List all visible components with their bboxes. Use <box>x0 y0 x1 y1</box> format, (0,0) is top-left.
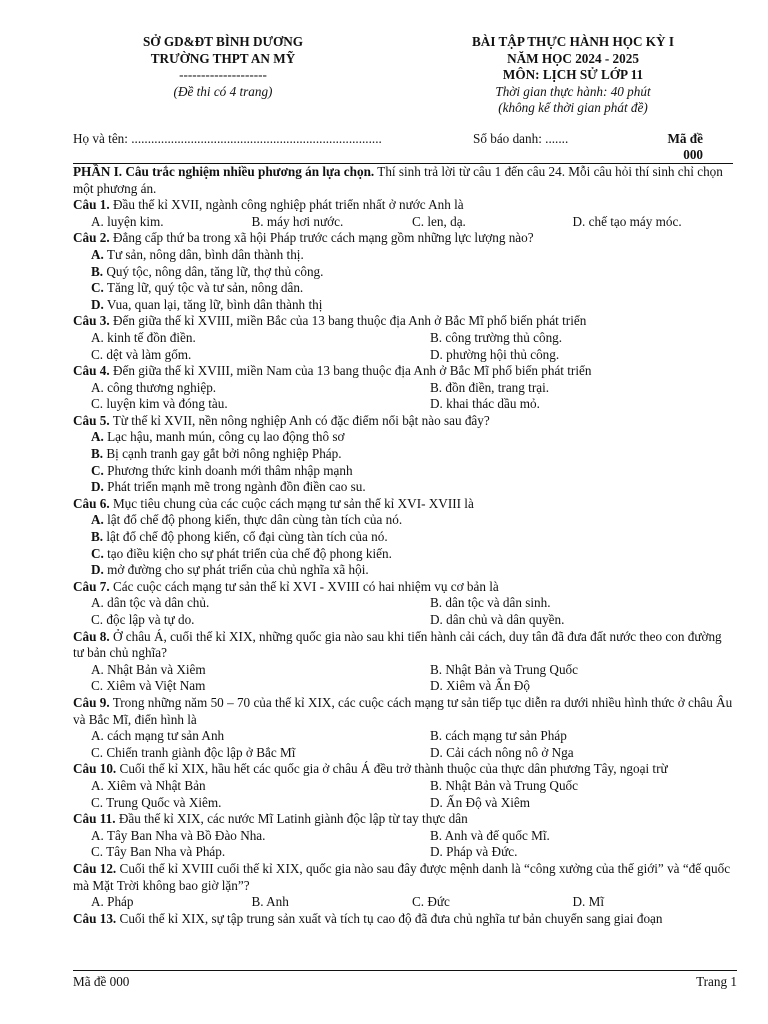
option-text: lật đổ chế độ phong kiến, thực dân cùng tàn tích của nó. <box>103 512 403 528</box>
options-row <box>73 330 733 347</box>
question-text: Cuối thế kỉ XIX, sự tập trung sản xuất và tích tụ cao độ đã đưa chủ nghĩa tư bản chuyển sang giai đoạn <box>116 910 663 926</box>
question-stem <box>73 230 733 247</box>
option-letter: C. <box>91 844 104 860</box>
answer-option[interactable] <box>430 678 530 695</box>
option-letter: C. <box>91 794 104 810</box>
answer-option[interactable] <box>430 828 550 845</box>
option-text: mở đường cho sự phát triển của chủ nghĩa xã hội. <box>103 562 369 578</box>
answer-option[interactable] <box>91 778 430 795</box>
question-stem <box>73 811 733 828</box>
answer-option[interactable] <box>91 347 430 364</box>
option-letter: D. <box>91 562 104 578</box>
option-text: đồn điền, trang trại. <box>442 379 550 395</box>
option-text: luyện kim và đóng tàu. <box>103 396 228 412</box>
option-letter: A. <box>91 246 104 262</box>
option-letter: D. <box>430 744 443 760</box>
answer-option[interactable] <box>91 745 430 762</box>
option-text: dệt và làm gốm. <box>103 346 192 362</box>
question-number: Câu 9. <box>73 694 110 710</box>
header-exam-block <box>408 34 738 117</box>
answer-option[interactable] <box>91 894 252 911</box>
option-text: Đức <box>424 894 450 910</box>
question-text: Đến giữa thế kỉ XVIII, miền Bắc của 13 bang thuộc địa Anh ở Bắc Mĩ phố biến phát triển <box>109 313 587 329</box>
exam-page <box>73 34 733 927</box>
question-item <box>73 363 733 413</box>
option-text: Pháp <box>103 894 134 910</box>
option-letter: A. <box>91 894 104 910</box>
school-name: TRƯỜNG THPT AN MỸ <box>150 50 296 66</box>
answer-option[interactable] <box>252 214 413 231</box>
option-text: Quý tộc, nông dân, tăng lữ, thợ thủ công. <box>103 263 324 279</box>
question-stem <box>73 695 733 728</box>
option-text: độc lập và tự do. <box>103 612 195 627</box>
question-number: Câu 10. <box>73 761 117 777</box>
answer-option[interactable] <box>73 512 733 529</box>
answer-option[interactable] <box>73 429 733 446</box>
question-item <box>73 761 733 811</box>
answer-option[interactable] <box>91 678 430 695</box>
option-text: Anh và đế quốc Mĩ. <box>442 827 550 843</box>
answer-option[interactable] <box>91 396 430 413</box>
question-stem <box>73 579 733 596</box>
option-text: Trung Quốc và Xiêm. <box>103 794 222 810</box>
option-text: công thương nghiệp. <box>103 379 217 395</box>
option-text: Pháp và Đức. <box>442 844 518 860</box>
part-instructions: Thí sinh trả lời từ câu 1 đến câu 24. Mỗi câu hỏi thí sinh chỉ chọn một phương án. <box>73 163 723 196</box>
question-number: Câu 5. <box>73 412 110 428</box>
answer-option[interactable] <box>91 844 430 861</box>
answer-option[interactable] <box>73 562 733 579</box>
option-text: Phương thức kinh doanh mới thâm nhập mạnh <box>103 462 353 478</box>
option-letter: D. <box>430 844 443 860</box>
option-letter: D. <box>572 894 586 910</box>
options-row <box>73 778 733 795</box>
question-stem <box>73 911 733 928</box>
option-letter: B. <box>430 595 443 611</box>
option-text: Anh <box>263 894 289 910</box>
answer-option[interactable] <box>430 778 578 795</box>
options-row <box>73 844 733 861</box>
option-letter: A. <box>91 777 104 793</box>
option-text: dân chủ và dân quyền. <box>442 612 565 627</box>
option-letter: C. <box>91 545 104 561</box>
option-text: dân tộc và dân chủ. <box>103 595 210 611</box>
options-row <box>73 678 733 695</box>
option-text: máy hơi nước. <box>263 213 344 229</box>
answer-option[interactable] <box>73 529 733 546</box>
option-text: Phát triển mạnh mẽ trong ngành đồn điền cao su. <box>103 479 366 495</box>
question-text: Ở châu Á, cuối thế kỉ XIX, những quốc gia nào sau khi tiến hành cải cách, duy tân đã đưa đất nước theo con đường tư bản chủ nghĩa? <box>73 628 722 661</box>
answer-option[interactable] <box>430 330 562 347</box>
answer-option[interactable] <box>91 828 430 845</box>
option-text: kinh tế đồn điền. <box>103 329 196 345</box>
option-text: phường hội thủ công. <box>442 346 560 362</box>
answer-option[interactable] <box>73 463 733 480</box>
question-number: Câu 13. <box>73 910 117 926</box>
option-letter: C. <box>91 462 104 478</box>
option-letter: B. <box>430 329 443 345</box>
option-letter: D. <box>91 479 104 495</box>
option-letter: B. <box>251 894 264 910</box>
student-info-line <box>73 131 733 164</box>
part-title: PHẦN I. Câu trắc nghiệm nhiều phương án lựa chọn. <box>73 163 375 179</box>
option-text: Xiêm và Ấn Độ <box>442 678 530 694</box>
question-number: Câu 7. <box>73 578 110 594</box>
option-text: chế tạo máy móc. <box>585 213 682 229</box>
question-text: Các cuộc cách mạng tư sản thế kỉ XVI - XVIII có hai nhiệm vụ cơ bản là <box>109 578 499 594</box>
question-text: Đẳng cấp thứ ba trong xã hội Pháp trước cách mạng gồm những lực lượng nào? <box>109 230 534 246</box>
duration-note: (không kể thời gian phát đề) <box>498 100 648 116</box>
options-row <box>73 662 733 679</box>
school-year: NĂM HỌC 2024 - 2025 <box>507 50 639 66</box>
option-text: Mĩ <box>585 894 605 910</box>
question-list <box>73 197 733 927</box>
answer-option[interactable] <box>73 297 733 314</box>
question-number: Câu 4. <box>73 363 110 379</box>
option-letter: A. <box>91 429 104 445</box>
answer-option[interactable] <box>91 214 252 231</box>
question-text: Đầu thế kỉ XIX, các nước Mĩ Latinh giành độc lập từ tay thực dân <box>115 811 468 827</box>
question-text: Từ thế kỉ XVII, nền nông nghiệp Anh có đặc điểm nổi bật nào sau đây? <box>109 412 490 428</box>
duration: Thời gian thực hành: 40 phút <box>495 83 651 99</box>
question-text: Cuối thế kỉ XIX, hầu hết các quốc gia ở châu Á đều trở thành thuộc của thực dân phương Tây, ngoại trừ <box>116 761 668 777</box>
option-letter: C. <box>91 678 104 694</box>
option-letter: B. <box>430 827 443 843</box>
answer-option[interactable] <box>73 264 733 281</box>
options-row <box>73 795 733 812</box>
option-text: tạo điều kiện cho sự phát triển của chế độ phong kiến. <box>103 545 392 561</box>
option-text: len, dạ. <box>424 213 466 229</box>
question-item <box>73 629 733 695</box>
question-item <box>73 861 733 911</box>
option-text: khai thác dầu mỏ. <box>442 396 540 412</box>
answer-option[interactable] <box>430 844 517 861</box>
option-text: dân tộc và dân sinh. <box>442 595 551 611</box>
option-letter: D. <box>430 612 443 627</box>
question-item <box>73 197 733 230</box>
option-letter: C. <box>91 744 104 760</box>
option-letter: B. <box>430 661 443 677</box>
option-letter: C. <box>91 612 104 627</box>
answer-option[interactable] <box>73 280 733 297</box>
options-row <box>73 894 733 911</box>
option-text: Chiến tranh giành độc lập ở Bắc Mĩ <box>103 744 296 760</box>
option-text: cách mạng tư sản Anh <box>103 728 225 744</box>
option-text: lật đổ chế độ phong kiến, cổ đại cùng tàn tích của nó. <box>103 529 388 545</box>
student-id-field[interactable]: Số báo danh: ....... <box>473 130 569 146</box>
answer-option[interactable] <box>91 380 430 397</box>
subject: MÔN: LỊCH SỬ LỚP 11 <box>502 67 644 83</box>
option-letter: B. <box>430 379 443 395</box>
option-letter: A. <box>91 595 104 611</box>
option-letter: A. <box>91 827 104 843</box>
question-stem <box>73 313 733 330</box>
option-letter: C. <box>91 280 104 296</box>
page-footer <box>73 970 737 991</box>
option-letter: B. <box>430 728 443 744</box>
option-text: Nhật Bản và Trung Quốc <box>442 777 578 793</box>
question-stem <box>73 629 733 662</box>
question-item <box>73 579 733 629</box>
option-letter: B. <box>430 777 443 793</box>
options-row <box>73 828 733 845</box>
option-letter: D. <box>430 346 443 362</box>
question-item <box>73 413 733 496</box>
question-number: Câu 1. <box>73 197 110 213</box>
question-item <box>73 313 733 363</box>
answer-option[interactable] <box>430 662 578 679</box>
question-number: Câu 6. <box>73 495 110 511</box>
option-text: Nhật Bản và Xiêm <box>103 661 206 677</box>
answer-option[interactable] <box>412 214 573 231</box>
exam-title: BÀI TẬP THỰC HÀNH HỌC KỲ I <box>472 34 674 49</box>
answer-option[interactable] <box>430 745 574 762</box>
option-text: Tư sản, nông dân, bình dân thành thị. <box>103 246 304 262</box>
question-stem <box>73 496 733 513</box>
department-name: SỞ GD&ĐT BÌNH DƯƠNG <box>142 34 304 49</box>
option-letter: B. <box>91 446 104 462</box>
options-row <box>73 214 733 231</box>
student-name-field[interactable]: Họ và tên: ............................................................................ <box>73 130 382 146</box>
question-text: Đầu thế kỉ XVII, ngành công nghiệp phát triển nhất ở nước Anh là <box>109 197 464 213</box>
option-letter: C. <box>412 213 425 229</box>
question-item <box>73 230 733 313</box>
options-row <box>73 396 733 413</box>
option-letter: D. <box>430 678 443 694</box>
header-divider: -------------------- <box>179 67 267 83</box>
option-text: Xiêm và Việt Nam <box>103 678 206 694</box>
option-letter: A. <box>91 379 104 395</box>
option-letter: D. <box>430 396 443 412</box>
question-text: Trong những năm 50 – 70 của thế kỉ XIX, các cuộc cách mạng tư sản tiếp tục diễn ra dưới nhiều hình thức ở châu Âu và Bắc Mĩ, điển hình là <box>73 694 733 727</box>
answer-option[interactable] <box>430 795 530 812</box>
answer-option[interactable] <box>412 894 573 911</box>
option-text: Cải cách nông nô ở Nga <box>442 744 574 760</box>
options-row <box>73 347 733 364</box>
option-letter: D. <box>430 794 443 810</box>
answer-option[interactable] <box>73 247 733 264</box>
answer-option[interactable] <box>91 595 430 612</box>
answer-option[interactable] <box>73 446 733 463</box>
question-text: Mục tiêu chung của các cuộc cách mạng tư sản thế kỉ XVI- XVIII là <box>109 495 474 511</box>
option-text: Tây Ban Nha và Bồ Đào Nha. <box>103 827 266 843</box>
footer-exam-code: Mã đề 000 <box>73 974 130 989</box>
option-letter: D. <box>91 296 104 312</box>
option-letter: C. <box>91 396 104 412</box>
option-text: Bị cạnh tranh gay gắt bởi nông nghiệp Pháp. <box>103 446 342 462</box>
question-number: Câu 11. <box>73 811 116 827</box>
option-text: cách mạng tư sản Pháp <box>442 728 567 744</box>
answer-option[interactable] <box>430 595 551 612</box>
option-letter: A. <box>91 728 104 744</box>
option-letter: A. <box>91 661 104 677</box>
question-stem <box>73 197 733 214</box>
question-number: Câu 12. <box>73 860 117 876</box>
question-item <box>73 695 733 761</box>
option-letter: C. <box>91 346 104 362</box>
options-row <box>73 612 733 629</box>
option-letter: B. <box>251 213 264 229</box>
header-school-block <box>73 34 373 117</box>
question-number: Câu 3. <box>73 313 110 329</box>
answer-option[interactable] <box>573 894 734 911</box>
question-number: Câu 2. <box>73 230 110 246</box>
answer-option[interactable] <box>430 347 559 364</box>
option-letter: D. <box>572 213 586 229</box>
question-stem <box>73 761 733 778</box>
option-letter: B. <box>91 529 104 545</box>
option-text: Vua, quan lại, tăng lữ, bình dân thành thị <box>103 296 323 312</box>
option-text: công trường thủ công. <box>442 329 563 345</box>
answer-option[interactable] <box>430 728 567 745</box>
answer-option[interactable] <box>430 612 564 629</box>
option-letter: A. <box>91 512 104 528</box>
answer-option[interactable] <box>252 894 413 911</box>
question-text: Đến giữa thế kỉ XVIII, miền Nam của 13 bang thuộc địa Anh ở Bắc Mĩ phố biến phát triển <box>109 363 592 379</box>
option-text: Tây Ban Nha và Pháp. <box>103 844 226 860</box>
exam-code: Mã đề 000 <box>667 130 703 162</box>
option-letter: B. <box>91 263 104 279</box>
exam-header <box>73 34 733 117</box>
options-row <box>73 745 733 762</box>
option-letter: C. <box>412 894 425 910</box>
page-count-note: (Đề thi có 4 trang) <box>173 83 273 99</box>
answer-option[interactable] <box>430 380 549 397</box>
footer-page-number: Trang 1 <box>696 974 737 989</box>
question-item <box>73 911 733 928</box>
question-stem <box>73 413 733 430</box>
answer-option[interactable] <box>73 479 733 496</box>
option-text: Xiêm và Nhật Bản <box>103 777 206 793</box>
answer-option[interactable] <box>91 795 430 812</box>
part-heading <box>73 164 733 197</box>
option-text: Lạc hậu, manh mún, công cụ lao động thô sơ <box>103 429 345 445</box>
answer-option[interactable] <box>91 662 430 679</box>
question-item <box>73 811 733 861</box>
question-stem <box>73 363 733 380</box>
options-row <box>73 595 733 612</box>
question-text: Cuối thế kỉ XVIII cuối thế kỉ XIX, quốc gia nào sau đây được mệnh danh là “công xưởng của thế giới” và “đế quốc mà Mặt Trời không bao giờ lặn”? <box>73 860 731 893</box>
question-stem <box>73 861 733 894</box>
answer-option[interactable] <box>91 612 430 629</box>
answer-option[interactable] <box>430 396 540 413</box>
question-item <box>73 496 733 579</box>
options-row <box>73 380 733 397</box>
option-text: Ấn Độ và Xiêm <box>442 794 530 810</box>
option-letter: A. <box>91 329 104 345</box>
question-number: Câu 8. <box>73 628 110 644</box>
options-row <box>73 728 733 745</box>
option-text: Nhật Bản và Trung Quốc <box>442 661 578 677</box>
answer-option[interactable] <box>91 728 430 745</box>
answer-option[interactable] <box>573 214 734 231</box>
option-text: Tăng lữ, quý tộc và tư sản, nông dân. <box>103 280 304 296</box>
option-text: luyện kim. <box>103 213 164 229</box>
answer-option[interactable] <box>91 330 430 347</box>
answer-option[interactable] <box>73 546 733 563</box>
option-letter: A. <box>91 213 104 229</box>
